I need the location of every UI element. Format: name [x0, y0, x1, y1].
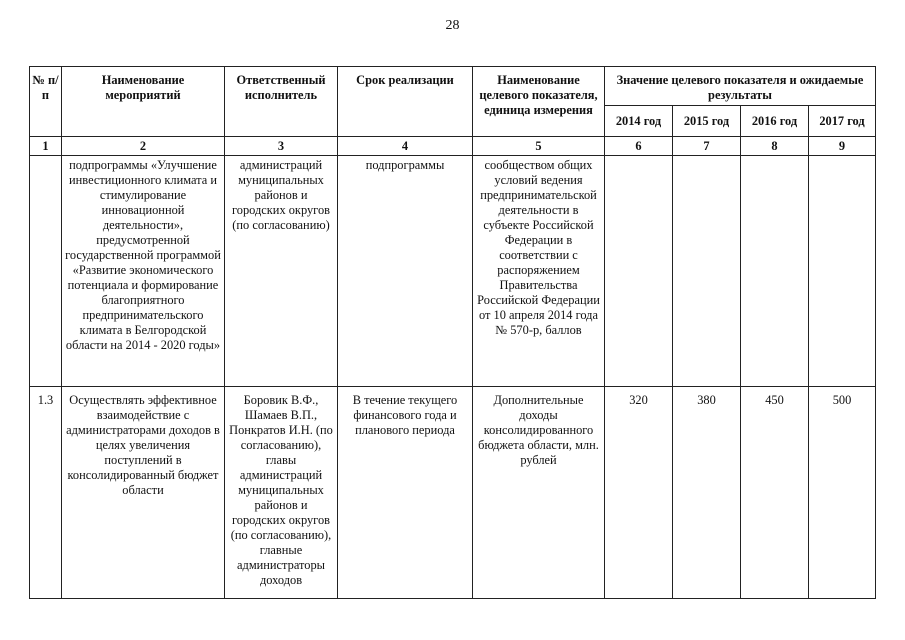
row-indicator: Дополнительные доходы консолидированного бюджета области, млн. рублей: [473, 387, 605, 599]
row-num: 1.3: [30, 387, 62, 599]
row-responsible: администраций муниципальных районов и городских округов (по согласованию): [225, 156, 338, 387]
measures-table: [29, 66, 876, 599]
column-number: 6: [605, 137, 673, 156]
row-value-2017: [809, 156, 876, 387]
header-responsible: Ответственный исполнитель: [225, 67, 338, 137]
row-value-2015: 380: [673, 387, 741, 599]
header-indicator: Наименование целевого показателя, единица измерения: [473, 67, 605, 137]
header-name: Наименование мероприятий: [62, 67, 225, 137]
header-values: Значение целевого показателя и ожидаемые результаты: [605, 67, 876, 106]
column-number: 5: [473, 137, 605, 156]
row-num: [30, 156, 62, 387]
table-row: [30, 156, 876, 387]
row-term: подпрограммы: [338, 156, 473, 387]
column-number: 3: [225, 137, 338, 156]
row-value-2016: 450: [741, 387, 809, 599]
page-number: 28: [445, 18, 460, 33]
header-year-2014: 2014 год: [605, 106, 673, 137]
row-name: Осуществлять эффективное взаимодействие с администраторами доходов в целях увеличения поступлений в консолидированный бюджет области: [62, 387, 225, 599]
row-value-2014: [605, 156, 673, 387]
row-responsible: Боровик В.Ф., Шамаев В.П., Понкратов И.Н. (по согласованию), главы администраций муниципальных районов и городских округов (по согласованию), главные администраторы доходов: [225, 387, 338, 599]
column-number: 9: [809, 137, 876, 156]
row-value-2015: [673, 156, 741, 387]
header-year-2015: 2015 год: [673, 106, 741, 137]
header-term: Срок реализации: [338, 67, 473, 137]
table-row: [30, 387, 876, 599]
column-number: 1: [30, 137, 62, 156]
column-number: 4: [338, 137, 473, 156]
row-value-2016: [741, 156, 809, 387]
row-indicator: сообществом общих условий ведения предпринимательской деятельности в субъекте Российской Федерации в соответствии с распоряжением Правительства Российской Федерации от 10 апреля 2014 года № 570-р, баллов: [473, 156, 605, 387]
row-value-2017: 500: [809, 387, 876, 599]
column-number: 7: [673, 137, 741, 156]
column-number: 2: [62, 137, 225, 156]
header-year-2017: 2017 год: [809, 106, 876, 137]
row-value-2014: 320: [605, 387, 673, 599]
row-name: подпрограммы «Улучшение инвестиционного климата и стимулирование инновационной деятельности», предусмотренной государственной программой «Развитие экономического потенциала и формирование благоприятного предпринимательского климата в Белгородской области на 2014 - 2020 годы»: [62, 156, 225, 387]
header-year-2016: 2016 год: [741, 106, 809, 137]
column-number: 8: [741, 137, 809, 156]
header-num: № п/п: [30, 67, 62, 137]
row-term: В течение текущего финансового года и планового периода: [338, 387, 473, 599]
